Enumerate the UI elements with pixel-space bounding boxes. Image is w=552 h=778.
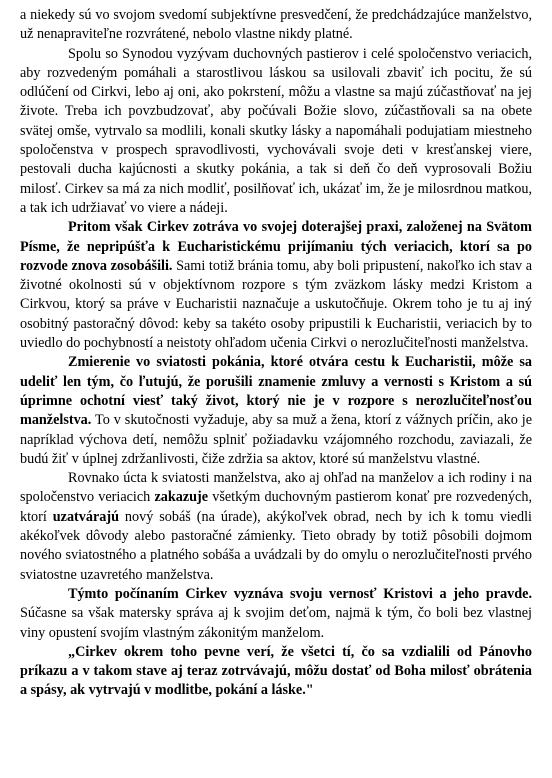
paragraph-2-text: Spolu so Synodou vyzývam duchovných pastierov i celé spoločenstvo veriacich, aby rozvedeným pomáhali a starostlivou láskou sa usilovali zbaviť ich pocitu, že sú odlúčení od Cirkvi, lebo aj oni, ako pokrstení, môžu a vlastne sa majú zúčastňovať na jej živote. Treba ich povzbudzovať, aby počúvali Božie slovo, zúčastňovali sa na obete svätej omše, vytrvalo sa modlili, konali skutky lásky a napomáhali podujatiam miestneho spoločenstva v prospech spravodlivosti, vychovávali svoje deti v kresťanskej viere, pestovali ducha kajúcnosti a skutky pokánia, a tak si deň čo deň vyprosovali Božiu milosť. Cirkev sa má za nich modliť, posilňovať ich, ukázať im, že je milosrdnou matkou, a tak ich udržiavať vo viere a nádeji. (20, 45, 532, 216)
paragraph-3-bold-text: Pritom však Cirkev zotráva vo svojej doterajšej praxi, založenej na Svätom Písme, že nepripúšťa k Eucharistickému prijímaniu tých veriacich, ktorí sa po rozvode znova zosobášili. (20, 219, 532, 274)
paragraph-1 (20, 6, 532, 45)
paragraph-5-text-c: nový sobáš (na úrade), akýkoľvek obrad, nech by ich k tomu viedli akékoľvek dôvody alebo pastoračné zámienky. Tieto obrady by totiž pôsobili dojmom nového sviatostného a platného sobáša a uvádzali by do omylu o nerozlučiteľnosti prvého sviatostne uzavretého manželstva. (20, 508, 533, 583)
paragraph-6 (20, 585, 532, 643)
paragraph-6-text: Súčasne sa však matersky správa aj k svojim deťom, najmä k tým, čo boli bez vlastnej viny opustení svojím vlastným zákonitým manželom. (20, 605, 532, 641)
paragraph-3-text: Sami totiž bránia tomu, aby boli pripustení, nakoľko ich stav a životné okolnosti sú v objektívnom rozpore s tým zväzkom lásky medzi Kristom a Cirkvou, ktorý sa práve v Eucharistii naznačuje a uskutočňuje. Okrem toho je tu aj iný osobitný pastoračný dôvod: keby sa takéto osoby pripustili k Eucharistii, veriacich by to uviedlo do pochybností a neistoty ohľadom učenia Cirkvi o nerozlučiteľnosti manželstva. (20, 257, 532, 352)
paragraph-2 (20, 45, 532, 219)
paragraph-5-text-b: všetkým duchovným pastierom konať pre rozvedených, ktorí (20, 489, 532, 525)
paragraph-7-quote (20, 643, 532, 701)
paragraph-5-text-a: Rovnako úcta k sviatosti manželstva, ako aj ohľad na manželov a ich rodiny i na spoločenstvo veriacich (20, 470, 532, 506)
paragraph-4-text: To v skutočnosti vyžaduje, aby sa muž a žena, ktorí z vážnych príčin, ako je napríklad výchova detí, nemôžu splniť požiadavku vzájomného rozchodu, zaviazali, že budú žiť v úplnej zdržanlivosti, čiže zdržia sa aktov, ktoré sú manželstvu vlastné. (20, 412, 532, 467)
paragraph-7-bold-quote: „Cirkev okrem toho pevne verí, že všetci tí, čo sa vzdialili od Pánovho príkazu a v takom stave aj teraz zotrvávajú, môžu dostať od Boha milosť obrátenia a spásy, ak vytrvajú v modlitbe, pokání a láske." (20, 643, 532, 699)
paragraph-4-bold-text: Zmierenie vo sviatosti pokánia, ktoré otvára cestu k Eucharistii, môže sa udeliť len tým, čo ľutujú, že porušili znamenie zmluvy a vernosti s Kristom a sú úprimne ochotní viesť taký život, ktorý nie je v rozpore s nerozlučiteľnosťou manželstva. (20, 354, 532, 429)
paragraph-5-bold-zakazuje: zakazuje (154, 489, 209, 506)
paragraph-1-text: a niekedy sú vo svojom svedomí subjektívne presvedčení, že predchádzajúce manželstvo, už nenapraviteľne rozvrátené, nebolo vlastne nikdy platné. (20, 7, 532, 43)
paragraph-6-bold-text: Týmto počínaním Cirkev vyznáva svoju vernosť Kristovi a jeho pravde. (68, 585, 532, 602)
paragraph-4 (20, 353, 532, 469)
paragraph-5 (20, 469, 532, 585)
paragraph-5-bold-uzatvaraju: uzatvárajú (52, 508, 119, 525)
paragraph-3 (20, 218, 532, 353)
